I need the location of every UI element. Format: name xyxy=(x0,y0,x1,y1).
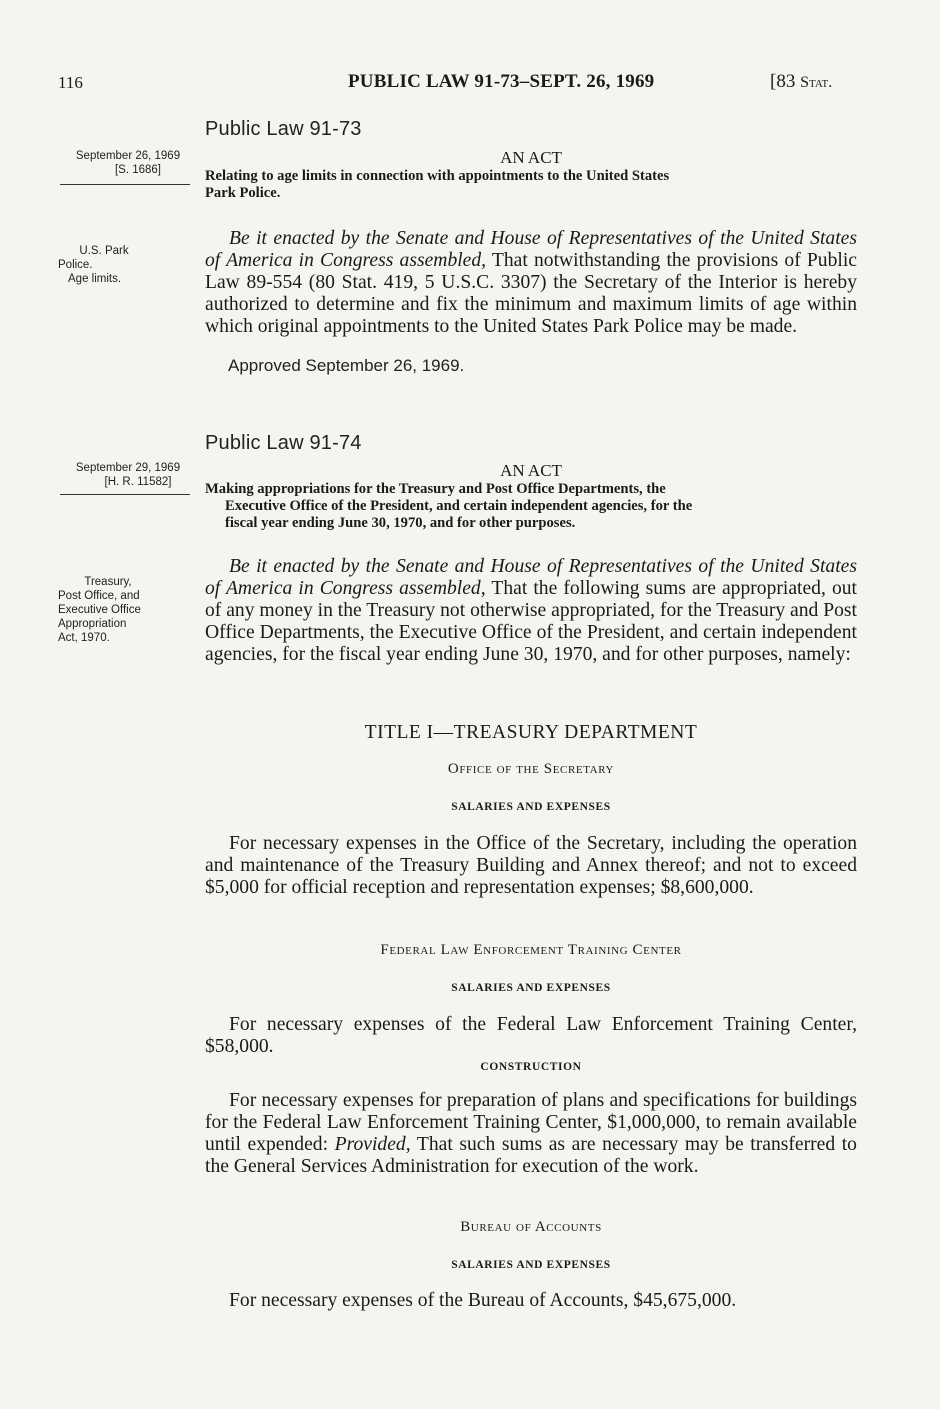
law-91-73-enacting-clause xyxy=(205,228,857,338)
construction-text-a: For necessary expenses for preparation of plans and specifications for buildings for the Federal Law Enforcement Training Center, $1,000,000, to remain available until expended: xyxy=(205,1090,857,1155)
office-of-secretary-heading: Office of the Secretary xyxy=(447,761,615,777)
law-91-74-margin-topic-4: Appropriation xyxy=(58,618,127,630)
running-header-title: PUBLIC LAW 91-73–SEPT. 26, 1969 xyxy=(348,71,655,92)
page-number: 116 xyxy=(58,73,83,92)
law-91-73-summary xyxy=(205,168,857,202)
office-of-secretary-subheading: SALARIES AND EXPENSES xyxy=(451,801,611,813)
bureau-of-accounts-text: For necessary expenses of the Bureau of Accounts, $45,675,000. xyxy=(229,1290,737,1311)
law-91-74-margin-bill: [H. R. 11582] xyxy=(104,476,172,488)
law-91-73-summary-line-1: Relating to age limits in connection with appointments to the United States xyxy=(205,168,670,184)
law-91-74-margin-topic-1: Treasury, xyxy=(84,576,132,588)
law-91-73-summary-line-2: Park Police. xyxy=(205,185,281,201)
law-91-73-margin-topic-1: U.S. Park xyxy=(79,245,129,257)
construction-subheading: CONSTRUCTION xyxy=(480,1061,582,1073)
office-of-secretary-text: For necessary expenses in the Office of the Secretary, including the operation and maintenance of the Treasury Building and Annex thereof; and not to exceed $5,000 for official reception and representation expenses; $8,600,000. xyxy=(205,833,857,898)
law-91-74-summary-line-3: fiscal year ending June 30, 1970, and for other purposes. xyxy=(225,515,576,531)
law-91-74-margin-topic-3: Executive Office xyxy=(58,604,141,616)
fletc-subheading: SALARIES AND EXPENSES xyxy=(451,982,611,994)
construction-provided: Provided, xyxy=(334,1134,411,1155)
law-91-73-margin-bill: [S. 1686] xyxy=(114,164,162,176)
law-91-73-enacting-italic: Be it enacted by the Senate and House of Representatives of the United States of America in Congress assembled, xyxy=(205,228,857,271)
law-91-73-approved: Approved September 26, 1969. xyxy=(228,356,465,375)
law-91-74-summary-line-1: Making appropriations for the Treasury and Post Office Departments, the xyxy=(205,481,666,497)
construction-text xyxy=(205,1090,857,1178)
law-91-74-enacting-rest: That the following sums are appropriated, out of any money in the Treasury not otherwise appropriated, for the Treasury and Post Office Departments, the Executive Office of the President, and certain independent agencies, for the fiscal year ending June 30, 1970, and for other purposes, namely: xyxy=(205,578,857,665)
law-91-74-enacting-italic: Be it enacted by the Senate and House of Representatives of the United States of America in Congress assembled, xyxy=(205,556,857,599)
title-1-heading: TITLE I—TREASURY DEPARTMENT xyxy=(364,722,698,743)
law-91-74-margin-rule xyxy=(60,494,190,495)
fletc-heading: Federal Law Enforcement Training Center xyxy=(380,942,682,958)
law-91-73-act-label: AN ACT xyxy=(500,148,562,167)
law-91-74-margin-topic-5: Act, 1970. xyxy=(58,632,110,644)
stat-prefix: [83 xyxy=(770,71,801,92)
law-91-74-margin-date: September 29, 1969 xyxy=(75,462,181,474)
law-91-73-margin-topic-3: Age limits. xyxy=(68,273,122,285)
stat-label: Stat. xyxy=(800,74,833,91)
law-91-74-margin-topic-2: Post Office, and xyxy=(58,590,140,602)
law-91-73-margin-rule xyxy=(60,184,190,185)
law-91-73-margin-date: September 26, 1969 xyxy=(75,150,181,162)
fletc-text: For necessary expenses of the Federal Law Enforcement Training Center, $58,000. xyxy=(205,1014,857,1057)
law-91-74-summary xyxy=(205,481,857,532)
law-91-74-title: Public Law 91-74 xyxy=(205,432,362,454)
bureau-of-accounts-subheading: SALARIES AND EXPENSES xyxy=(451,1259,611,1271)
law-91-74-summary-line-2: Executive Office of the President, and certain independent agencies, for the xyxy=(225,498,693,514)
bureau-of-accounts-heading: Bureau of Accounts xyxy=(460,1219,602,1235)
law-91-73-title: Public Law 91-73 xyxy=(205,118,362,140)
construction-text-b: That such sums as are necessary may be transferred to the General Services Administration for execution of the work. xyxy=(205,1134,857,1177)
law-91-73-margin-topic-2: Police. xyxy=(58,259,93,271)
law-91-73-enacting-rest: That notwithstanding the provisions of Public Law 89-554 (80 Stat. 419, 5 U.S.C. 3307) the Secretary of the Interior is hereby authorized to determine and fix the minimum and maximum limits of age within which original appointments to the United States Park Police may be made. xyxy=(205,250,857,337)
law-91-74-act-label: AN ACT xyxy=(500,461,562,480)
law-91-74-enacting-clause xyxy=(205,556,857,666)
running-header-stat xyxy=(770,71,832,93)
